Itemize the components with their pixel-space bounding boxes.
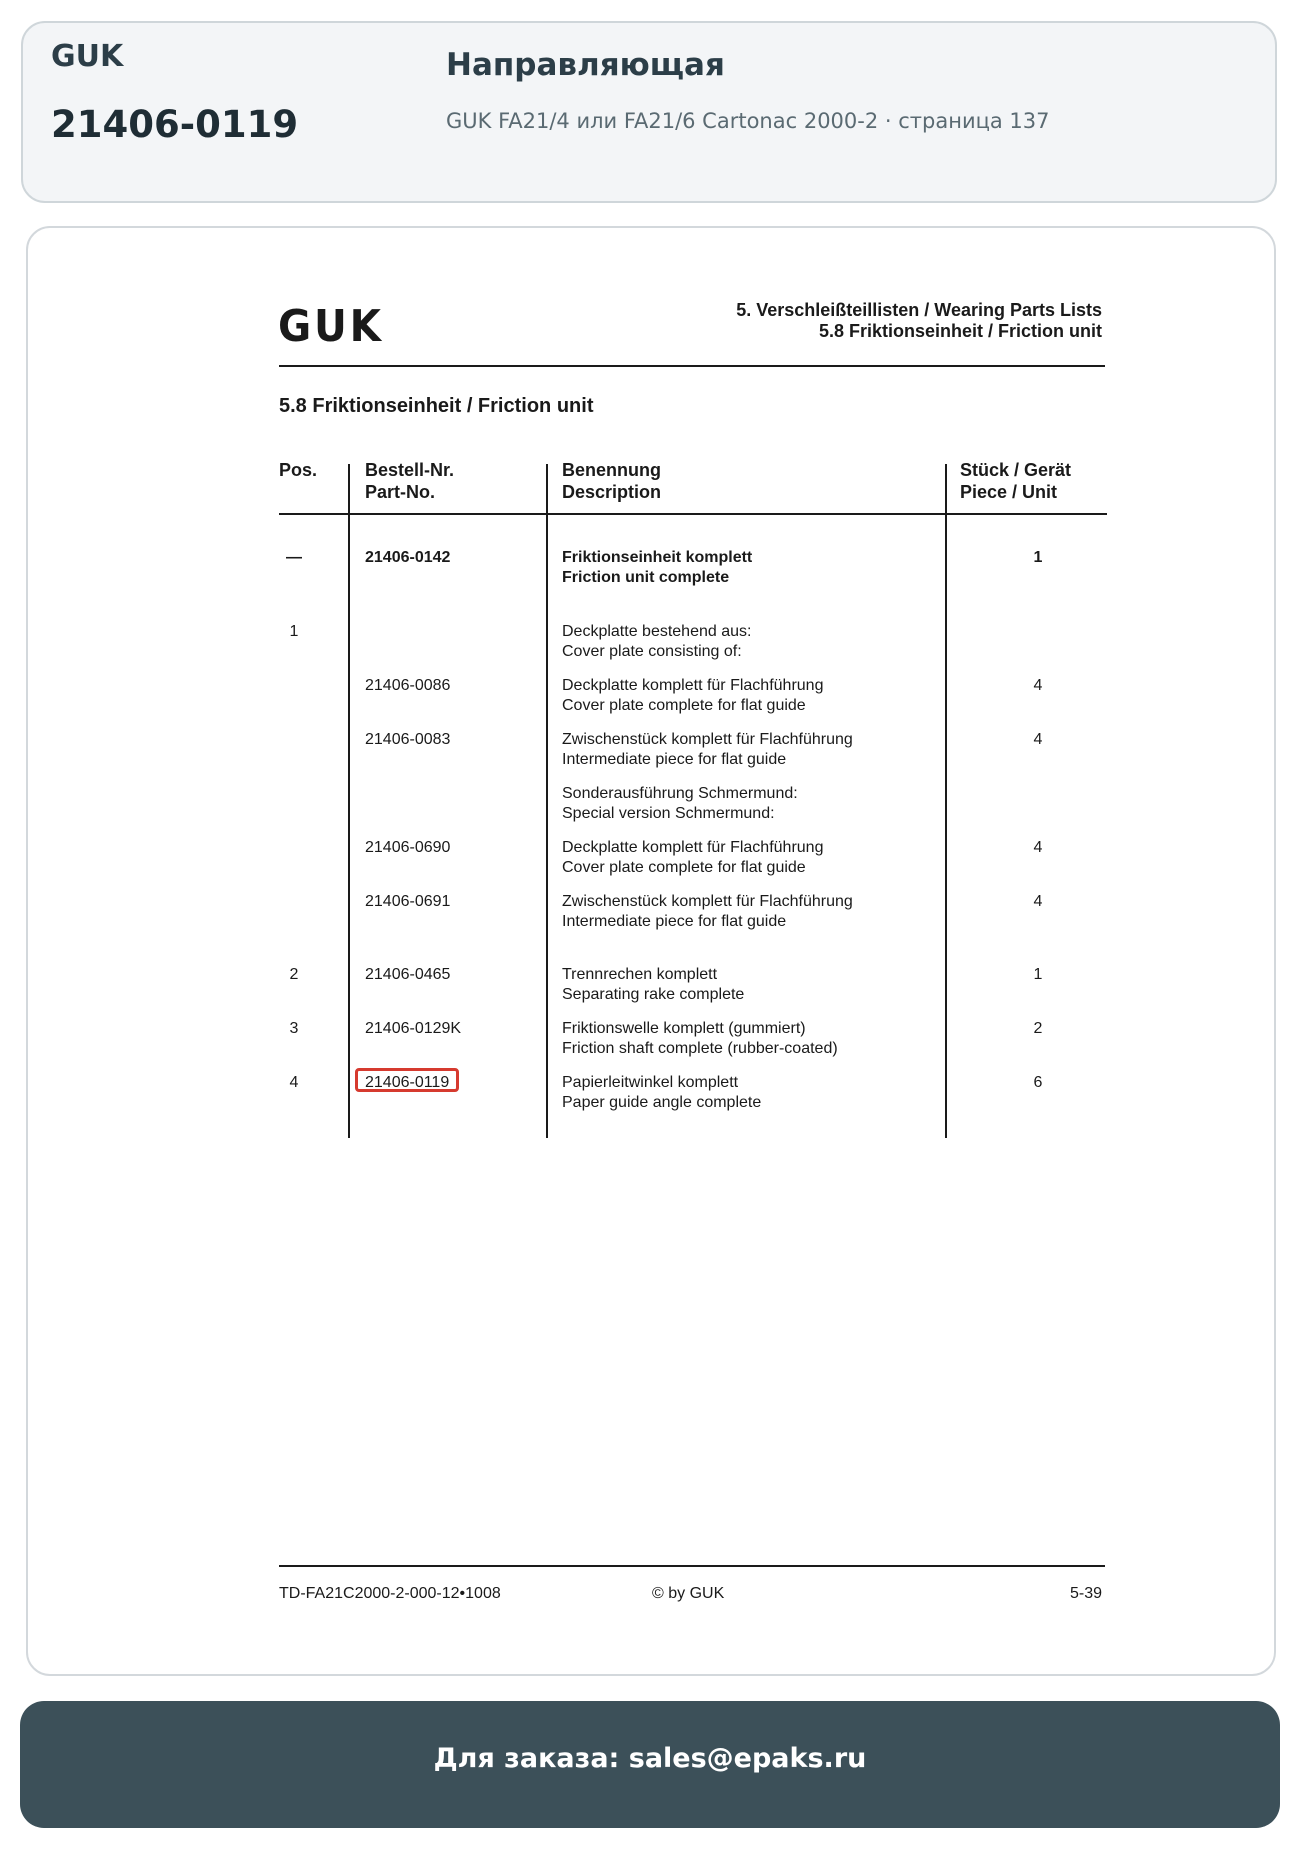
product-subtitle: GUK FA21/4 или FA21/6 Cartonac 2000-2 · страница 137 [446, 109, 1050, 133]
row-description [562, 1019, 838, 1059]
section-title: 5.8 Friktionseinheit / Friction unit [279, 395, 594, 417]
row-desc-de: Zwischenstück komplett für Flachführung [562, 731, 853, 748]
row-desc-de: Deckplatte komplett für Flachführung [562, 677, 824, 694]
row-quantity: 4 [1033, 893, 1043, 910]
row-desc-de: Zwischenstück komplett für Flachführung [562, 893, 853, 910]
row-quantity: 4 [1033, 677, 1043, 694]
row-description [562, 1073, 761, 1113]
row-desc-en: Separating rake complete [562, 986, 745, 1003]
row-desc-en: Cover plate complete for flat guide [562, 697, 806, 714]
row-desc-en: Intermediate piece for flat guide [562, 751, 787, 768]
table-header-divider [279, 513, 1107, 515]
row-pos: 2 [289, 966, 299, 983]
row-pos: 1 [289, 623, 299, 640]
header-card [21, 21, 1277, 203]
row-description [562, 548, 752, 588]
row-description [562, 838, 823, 878]
product-title: Направляющая [446, 47, 725, 83]
document-card [26, 226, 1276, 1676]
document-logo: GUK [278, 301, 384, 352]
row-pos: 4 [289, 1074, 299, 1091]
document-code: TD-FA21C2000-2-000-12•1008 [279, 1585, 501, 1602]
row-pos: 3 [289, 1020, 299, 1037]
row-desc-en: Special version Schmermund: [562, 805, 775, 822]
order-contact[interactable]: Для заказа: sales@epaks.ru [433, 1743, 867, 1774]
column-header-quantity [960, 459, 1071, 503]
row-desc-en: Friction unit complete [562, 569, 730, 586]
row-quantity: 6 [1033, 1074, 1043, 1091]
document-header [736, 300, 1102, 342]
row-description [562, 784, 798, 824]
row-description [562, 730, 853, 770]
row-desc-de: Papierleitwinkel komplett [562, 1074, 739, 1091]
row-quantity: 1 [1033, 549, 1043, 566]
row-pos: — [286, 549, 302, 566]
row-part-number: 21406-0086 [365, 677, 451, 694]
column-divider [348, 464, 350, 1138]
row-part-number: 21406-0083 [365, 731, 451, 748]
column-header-pos-label: Pos. [279, 460, 318, 480]
contact-bar [20, 1701, 1280, 1828]
column-divider [546, 464, 548, 1138]
footer-divider [279, 1565, 1105, 1567]
row-part-number: 21406-0129K [365, 1020, 462, 1037]
column-header-desc-de: Benennung [562, 460, 661, 480]
header-divider [279, 365, 1105, 367]
row-desc-de: Deckplatte komplett für Flachführung [562, 839, 824, 856]
row-part-number: 21406-0690 [365, 839, 451, 856]
row-description [562, 622, 751, 662]
column-header-part-de: Bestell-Nr. [365, 460, 455, 480]
column-divider [945, 464, 947, 1138]
row-description [562, 676, 823, 716]
column-header-part [365, 459, 454, 503]
row-part-number: 21406-0465 [365, 966, 451, 983]
row-description [562, 965, 744, 1005]
brand-name: GUK [51, 39, 124, 74]
row-desc-de: Sonderausführung Schmermund: [562, 785, 798, 802]
document-page [28, 228, 1274, 1674]
row-desc-en: Cover plate consisting of: [562, 643, 742, 660]
column-header-qty-de: Stück / Gerät [960, 460, 1072, 480]
row-desc-de: Trennrechen komplett [562, 966, 718, 983]
row-part-number: 21406-0691 [365, 893, 451, 910]
row-desc-en: Intermediate piece for flat guide [562, 913, 787, 930]
copyright: © by GUK [652, 1585, 725, 1602]
document-header-line1: 5. Verschleißteillisten / Wearing Parts Lists [736, 300, 1102, 320]
column-header-part-en: Part-No. [365, 482, 436, 502]
row-desc-de: Friktionseinheit komplett [562, 549, 753, 566]
part-number: 21406-0119 [51, 103, 299, 146]
column-header-description [562, 459, 661, 503]
row-quantity: 2 [1033, 1020, 1043, 1037]
row-quantity: 1 [1033, 966, 1043, 983]
column-header-desc-en: Description [562, 482, 662, 502]
row-desc-en: Cover plate complete for flat guide [562, 859, 806, 876]
row-part-number: 21406-0142 [365, 549, 451, 566]
row-desc-en: Friction shaft complete (rubber-coated) [562, 1040, 838, 1057]
row-part-number: 21406-0119 [365, 1074, 450, 1091]
row-description [562, 892, 853, 932]
row-desc-en: Paper guide angle complete [562, 1094, 762, 1111]
row-desc-de: Deckplatte bestehend aus: [562, 623, 752, 640]
page-number: 5-39 [1069, 1585, 1102, 1602]
column-header-qty-en: Piece / Unit [960, 482, 1058, 502]
row-quantity: 4 [1033, 839, 1043, 856]
document-header-line2: 5.8 Friktionseinheit / Friction unit [818, 321, 1102, 341]
row-desc-de: Friktionswelle komplett (gummiert) [562, 1020, 806, 1037]
column-header-pos [279, 459, 317, 481]
row-quantity: 4 [1033, 731, 1043, 748]
